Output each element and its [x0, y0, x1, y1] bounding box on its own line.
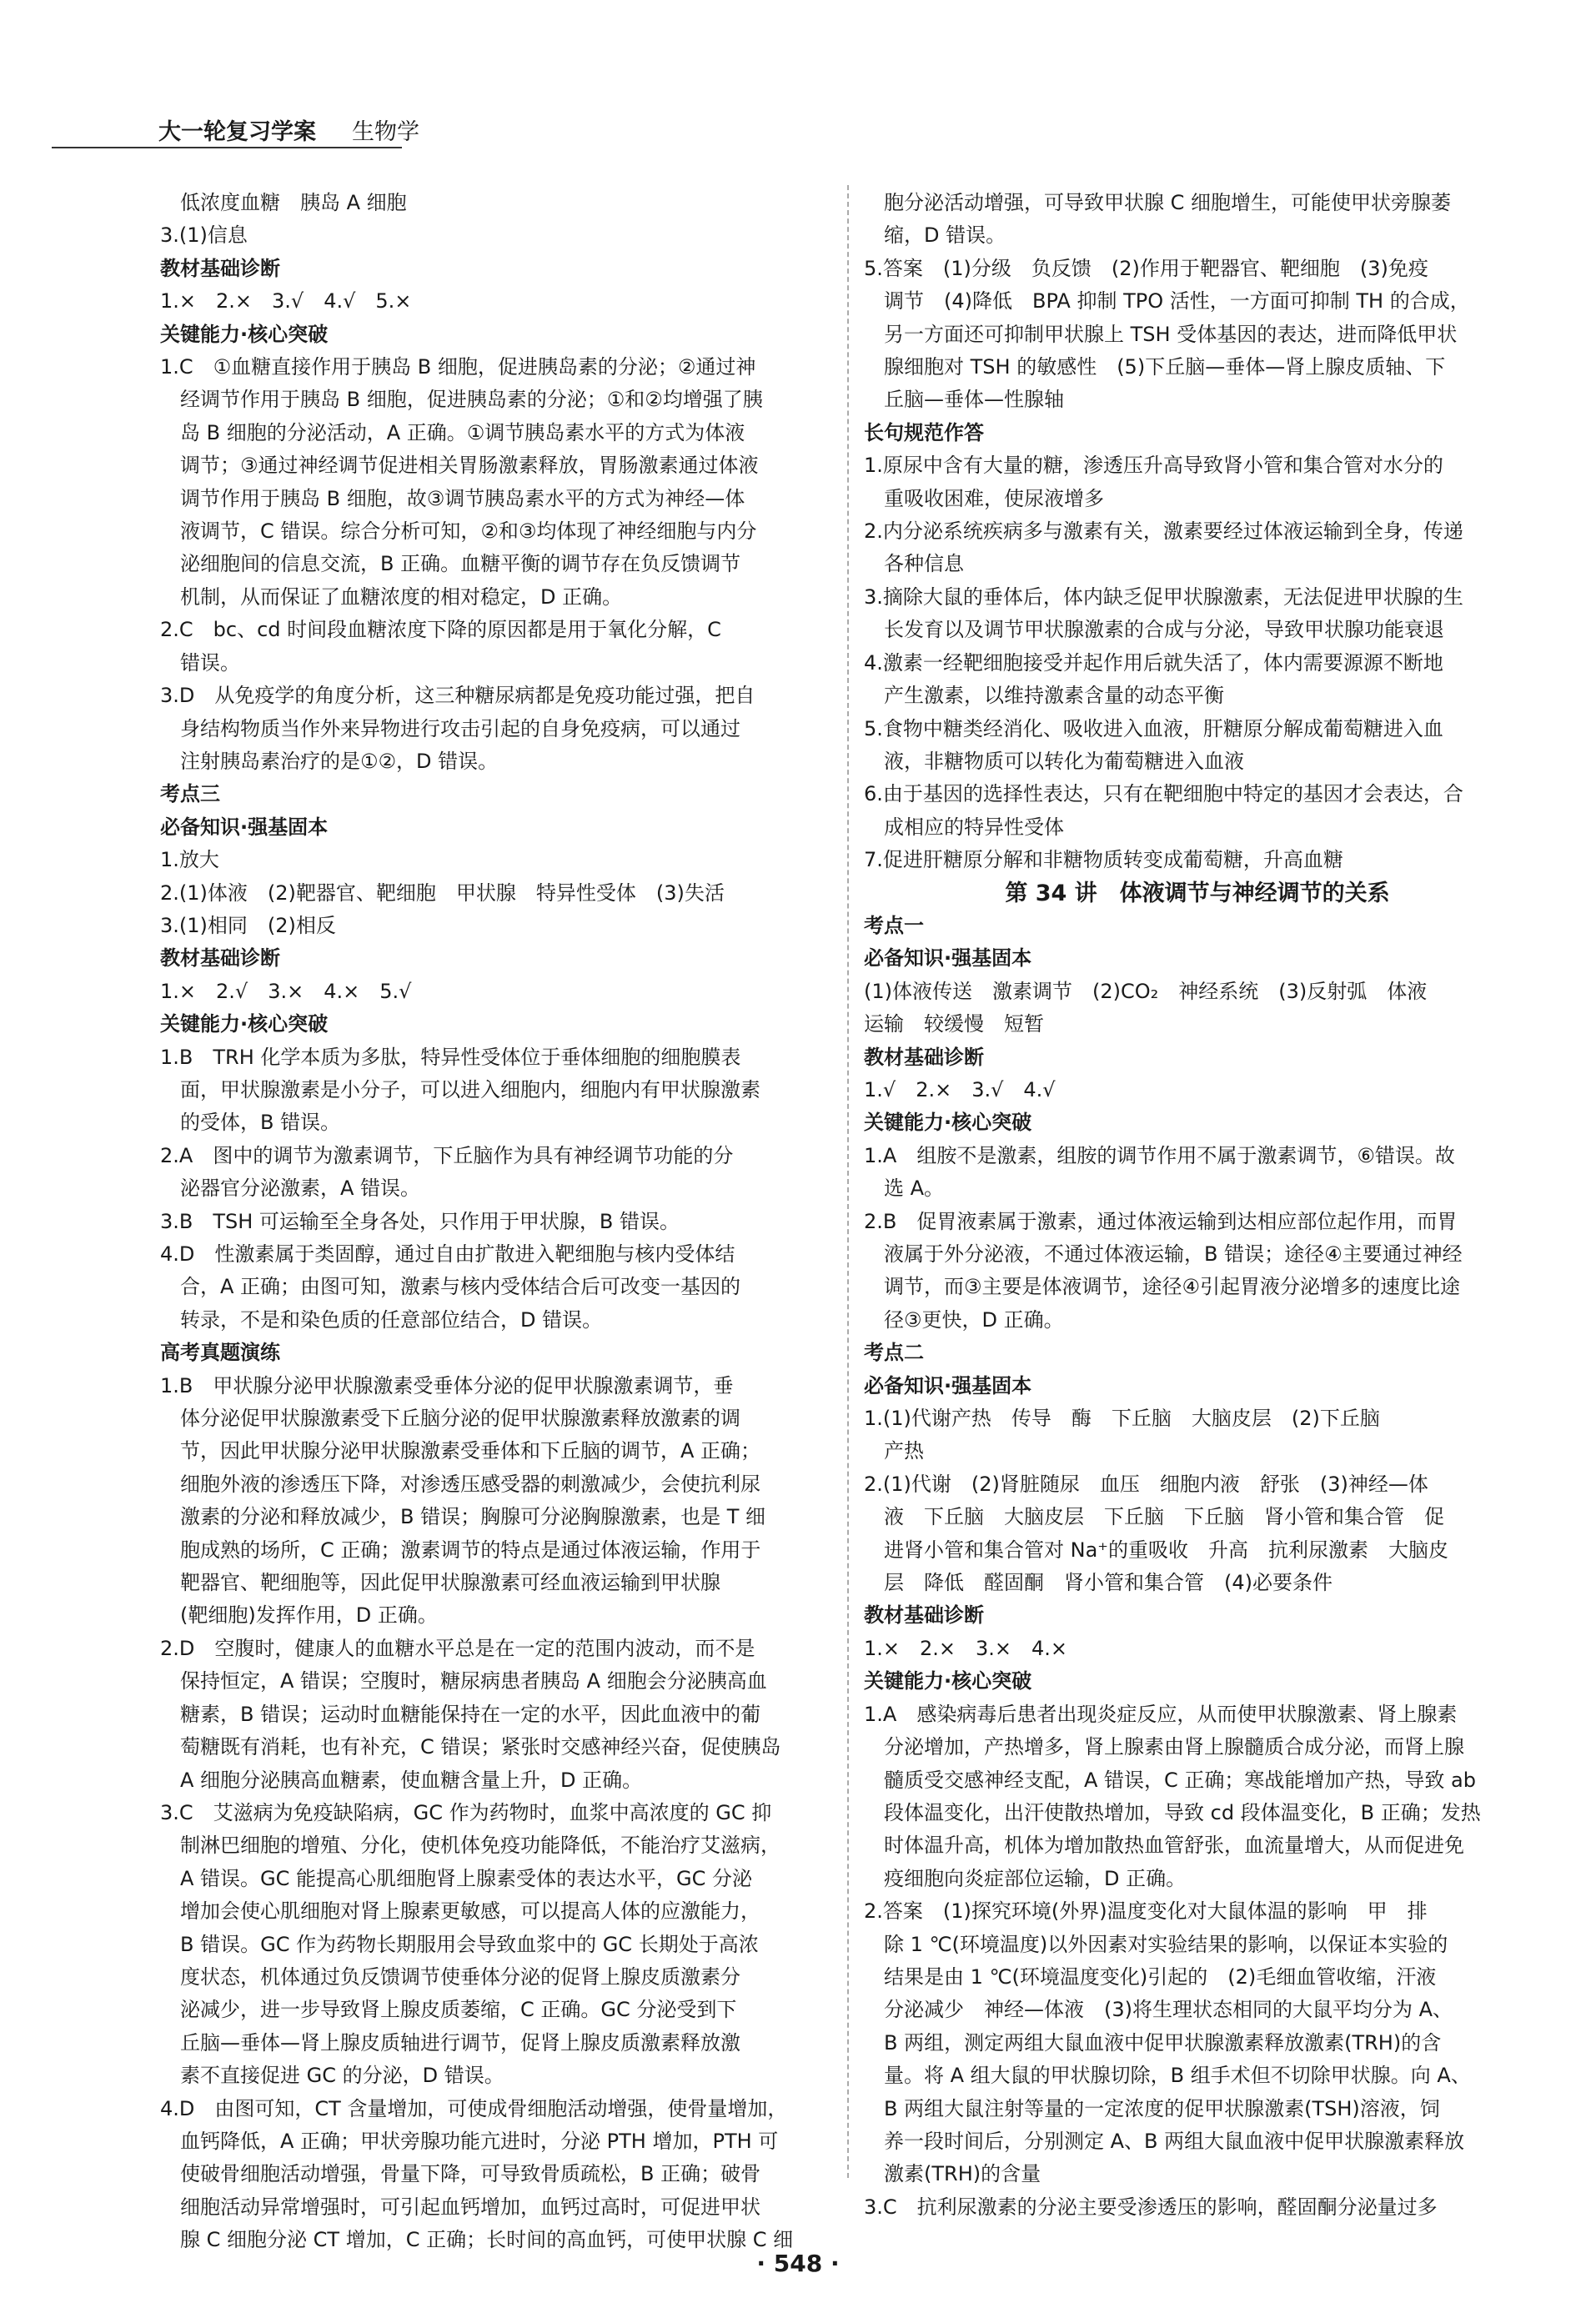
text-line: 胞分泌活动增强，可导致甲状腺 C 细胞增生，可能使甲状旁腺萎 [884, 191, 1452, 214]
section-heading: 考点一 [864, 913, 924, 937]
answer-line: 3.C 艾滋病为免疫缺陷病，GC 作为药物时，血浆中高浓度的 GC 抑 [160, 1800, 772, 1824]
header-rule [52, 147, 402, 148]
text-line: 注射胰岛素治疗的是①②，D 错误。 [180, 749, 499, 773]
answer-line: 7.促进肝糖原分解和非糖物质转变成葡萄糖，升高血糖 [864, 848, 1343, 872]
text-line: 转录，不是和染色质的任意部位结合，D 错误。 [180, 1307, 603, 1332]
text-line: 泌细胞间的信息交流，B 正确。血糖平衡的调节存在负反馈调节 [180, 552, 741, 576]
text-line: 萄糖既有消耗，也有补充，C 错误；紧张时交感神经兴奋，促使胰岛 [180, 1735, 781, 1759]
text-line: 另一方面还可抑制甲状腺上 TSH 受体基因的表达，进而降低甲状 [884, 322, 1458, 346]
section-heading: 长句规范作答 [864, 420, 984, 444]
text-line: 缩，D 错误。 [884, 223, 1006, 248]
text-line: 合，A 正确；由图可知，激素与核内受体结合后可改变一基因的 [180, 1275, 741, 1299]
text-line: 层 降低 醛固酮 肾小管和集合管 (4)必要条件 [884, 1571, 1333, 1595]
answer-line: 2.C bc、cd 时间段血糖浓度下降的原因都是用于氧化分解，C [160, 618, 721, 642]
answer-line: 2.内分泌系统疾病多与激素有关，激素要经过体液运输到全身，传递 [864, 519, 1463, 544]
header-title: 大一轮复习学案 [158, 119, 316, 145]
section-heading: 高考真题演练 [160, 1341, 280, 1365]
text-line: 疫细胞向炎症部位运输，D 正确。 [884, 1866, 1187, 1890]
left-column [160, 187, 827, 2257]
text-line: 细胞活动异常增强时，可引起血钙增加，血钙过高时，可促进甲状 [180, 2195, 760, 2219]
text-line: 径③更快，D 正确。 [884, 1307, 1064, 1332]
text-line: A 细胞分泌胰高血糖素，使血糖含量上升，D 正确。 [180, 1768, 643, 1792]
answer-line: 1.× 2.× 3.√ 4.√ 5.× [160, 289, 412, 314]
text-line: 节，因此甲状腺分泌甲状腺激素受垂体和下丘脑的调节，A 正确； [180, 1439, 761, 1463]
text-line: 进肾小管和集合管对 Na⁺的重吸收 升高 抗利尿激素 大脑皮 [884, 1538, 1448, 1562]
text-line: 岛 B 细胞的分泌活动，A 正确。①调节胰岛素水平的方式为体液 [180, 420, 745, 444]
text-line: 错误。 [180, 650, 240, 675]
text-line: 经调节作用于胰岛 B 细胞，促进胰岛素的分泌；①和②均增强了胰 [180, 388, 763, 412]
text-line: 长发育以及调节甲状腺激素的合成与分泌，导致甲状腺功能衰退 [884, 618, 1444, 642]
page-header [52, 113, 419, 152]
text-line: 产热 [884, 1439, 924, 1463]
answer-line: 1.B 甲状腺分泌甲状腺激素受垂体分泌的促甲状腺激素调节，垂 [160, 1373, 734, 1397]
answer-line: 1.× 2.× 3.× 4.× [864, 1636, 1068, 1660]
text-line: 糖素，B 错误；运动时血糖能保持在一定的水平，因此血液中的葡 [180, 1702, 761, 1726]
answer-line: 1.A 感染病毒后患者出现炎症反应，从而使甲状腺激素、肾上腺素 [864, 1702, 1458, 1726]
page-number: · 548 · [756, 2250, 840, 2277]
text-line: (靶细胞)发挥作用，D 正确。 [180, 1603, 438, 1628]
text-line: 保持恒定，A 错误；空腹时，糖尿病患者胰岛 A 细胞会分泌胰高血 [180, 1669, 767, 1693]
text-line: 结果是由 1 ℃(环境温度变化)引起的 (2)毛细血管收缩，汗液 [884, 1964, 1437, 1989]
section-heading: 关键能力·核心突破 [864, 1669, 1032, 1693]
answer-line: 4.D 由图可知，CT 含量增加，可使成骨细胞活动增强，使骨量增加， [160, 2096, 788, 2120]
text-line: 调节；③通过神经调节促进相关胃肠激素释放，胃肠激素通过体液 [180, 454, 759, 478]
text-line: 泌器官分泌激素，A 错误。 [180, 1177, 421, 1201]
text-line: 丘脑—垂体—肾上腺皮质轴进行调节，促肾上腺皮质激素释放激 [180, 2030, 740, 2055]
text-line: 细胞外液的渗透压下降，对渗透压感受器的刺激减少，会使抗利尿 [180, 1472, 760, 1496]
text-line: 调节作用于胰岛 B 细胞，故③调节胰岛素水平的方式为神经—体 [180, 486, 745, 510]
section-heading: 关键能力·核心突破 [160, 1012, 329, 1036]
column-divider [847, 185, 849, 2178]
answer-line: 1.C ①血糖直接作用于胰岛 B 细胞，促进胰岛素的分泌；②通过神 [160, 355, 756, 379]
text-line: 液 下丘脑 大脑皮层 下丘脑 下丘脑 肾小管和集合管 促 [884, 1505, 1444, 1529]
section-heading: 教材基础诊断 [864, 1603, 984, 1628]
answer-line: 3.B TSH 可运输至全身各处，只作用于甲状腺，B 错误。 [160, 1209, 680, 1233]
answer-line: 1.原尿中含有大量的糖，渗透压升高导致肾小管和集合管对水分的 [864, 454, 1443, 478]
text-line: A 错误。GC 能提高心肌细胞肾上腺素受体的表达水平，GC 分泌 [180, 1866, 753, 1890]
text-line: 面，甲状腺激素是小分子，可以进入细胞内，细胞内有甲状腺激素 [180, 1077, 760, 1101]
text-line: 各种信息 [884, 552, 964, 576]
answer-line: 1.√ 2.× 3.√ 4.√ [864, 1077, 1056, 1101]
text-line: 髓质受交感神经支配，A 错误，C 正确；寒战能增加产热，导致 ab [884, 1768, 1477, 1792]
text-line: 量。将 A 组大鼠的甲状腺切除，B 组手术但不切除甲状腺。向 A、 [884, 2064, 1471, 2088]
text-line: 低浓度血糖 胰岛 A 细胞 [180, 191, 407, 214]
text-line: 泌减少，进一步导致肾上腺皮质萎缩，C 正确。GC 分泌受到下 [180, 1998, 737, 2022]
text-line: 分泌增加，产热增多，肾上腺素由肾上腺髓质合成分泌，而肾上腺 [884, 1735, 1464, 1759]
section-heading: 必备知识·强基固本 [864, 946, 1032, 971]
answer-line: 4.激素一经靶细胞接受并起作用后就失活了，体内需要源源不断地 [864, 650, 1443, 675]
answer-line: 1.B TRH 化学本质为多肽，特异性受体位于垂体细胞的细胞膜表 [160, 1045, 741, 1069]
section-heading: 关键能力·核心突破 [160, 322, 329, 346]
answer-line: 6.由于基因的选择性表达，只有在靶细胞中特定的基因才会表达，合 [864, 782, 1463, 806]
text-line: 机制，从而保证了血糖浓度的相对稳定，D 正确。 [180, 585, 623, 609]
text-line: 时体温升高，机体为增加散热血管舒张，血流量增大，从而促进免 [884, 1834, 1464, 1858]
section-heading: 考点三 [160, 782, 220, 806]
header-subject: 生物学 [352, 119, 419, 145]
answer-line: 4.D 性激素属于类固醇，通过自由扩散进入靶细胞与核内受体结 [160, 1242, 735, 1266]
text-line: 胞成熟的场所，C 正确；激素调节的特点是通过体液运输，作用于 [180, 1538, 761, 1562]
section-heading: 教材基础诊断 [864, 1045, 984, 1069]
answer-line: 2.B 促胃液素属于激素，通过体液运输到达相应部位起作用，而胃 [864, 1209, 1458, 1233]
answer-line: 3.(1)相同 (2)相反 [160, 913, 336, 937]
text-line: B 两组大鼠注射等量的一定浓度的促甲状腺激素(TSH)溶液，饲 [884, 2096, 1440, 2120]
answer-line: 2.D 空腹时，健康人的血糖水平总是在一定的范围内波动，而不是 [160, 1636, 755, 1660]
answer-line: 2.A 图中的调节为激素调节，下丘脑作为具有神经调节功能的分 [160, 1143, 734, 1167]
text-line: 液，非糖物质可以转化为葡萄糖进入血液 [884, 749, 1244, 773]
lecture-title: 第 34 讲 体液调节与神经调节的关系 [1005, 880, 1390, 906]
answer-line: 2.(1)代谢 (2)肾脏随尿 血压 细胞内液 舒张 (3)神经—体 [864, 1472, 1428, 1496]
answer-line: 2.(1)体液 (2)靶器官、靶细胞 甲状腺 特异性受体 (3)失活 [160, 881, 725, 905]
answer-line: 5.食物中糖类经消化、吸收进入血液，肝糖原分解成葡萄糖进入血 [864, 716, 1443, 740]
answer-line: 运输 较缓慢 短暂 [864, 1012, 1044, 1036]
answer-line: 1.× 2.√ 3.× 4.× 5.√ [160, 979, 412, 1003]
text-line: 产生激素，以维持激素含量的动态平衡 [884, 684, 1224, 708]
text-line: 段体温变化，出汗使散热增加，导致 cd 段体温变化，B 正确；发热 [884, 1800, 1481, 1824]
text-line: 血钙降低，A 正确；甲状旁腺功能亢进时，分泌 PTH 增加，PTH 可 [180, 2129, 779, 2153]
text-line: 重吸收困难，使尿液增多 [884, 486, 1104, 510]
text-line: 激素(TRH)的含量 [884, 2162, 1041, 2186]
text-line: 液属于外分泌液，不通过体液运输，B 错误；途径④主要通过神经 [884, 1242, 1463, 1266]
text-line: 度状态，机体通过负反馈调节使垂体分泌的促肾上腺皮质激素分 [180, 1964, 740, 1989]
text-line: 素不直接促进 GC 的分泌，D 错误。 [180, 2064, 504, 2088]
answer-line: 1.放大 [160, 848, 219, 872]
text-line: 丘脑—垂体—性腺轴 [884, 388, 1064, 412]
section-heading: 关键能力·核心突破 [864, 1111, 1032, 1135]
text-line: 分泌减少 神经—体液 (3)将生理状态相同的大鼠平均分为 A、 [884, 1998, 1453, 2022]
section-heading: 考点二 [864, 1341, 924, 1365]
answer-line: (1)体液传送 激素调节 (2)CO₂ 神经系统 (3)反射弧 体液 [864, 979, 1428, 1003]
text-line: 身结构物质当作外来异物进行攻击引起的自身免疫病，可以通过 [180, 716, 740, 740]
answer-line: 5.答案 (1)分级 负反馈 (2)作用于靶器官、靶细胞 (3)免疫 [864, 256, 1428, 280]
answer-line: 3.(1)信息 [160, 223, 248, 248]
section-heading: 教材基础诊断 [160, 946, 280, 971]
text-line: 腺 C 细胞分泌 CT 增加，C 正确；长时间的高血钙，可使甲状腺 C 细 [180, 2228, 794, 2252]
answer-line: 3.D 从免疫学的角度分析，这三种糖尿病都是免疫功能过强，把自 [160, 684, 755, 708]
text-line: 成相应的特异性受体 [884, 815, 1064, 839]
text-line: 调节，而③主要是体液调节，途径④引起胃液分泌增多的速度比途 [884, 1275, 1461, 1299]
text-line: 除 1 ℃(环境温度)以外因素对实验结果的影响，以保证本实验的 [884, 1932, 1448, 1956]
text-line: 激素的分泌和释放减少，B 错误；胸腺可分泌胸腺激素，也是 T 细 [180, 1505, 766, 1529]
text-line: 靶器官、靶细胞等，因此促甲状腺激素可经血液运输到甲状腺 [180, 1571, 720, 1595]
answer-line: 3.摘除大鼠的垂体后，体内缺乏促甲状腺激素，无法促进甲状腺的生 [864, 585, 1463, 609]
answer-line: 2.答案 (1)探究环境(外界)温度变化对大鼠体温的影响 甲 排 [864, 1899, 1428, 1924]
text-line: 制淋巴细胞的增殖、分化，使机体免疫功能降低，不能治疗艾滋病， [180, 1834, 780, 1858]
text-line: B 错误。GC 作为药物长期服用会导致血浆中的 GC 长期处于高浓 [180, 1932, 759, 1956]
text-line: 调节 (4)降低 BPA 抑制 TPO 活性，一方面可抑制 TH 的合成， [884, 289, 1470, 314]
section-heading: 必备知识·强基固本 [864, 1373, 1032, 1397]
section-heading: 必备知识·强基固本 [160, 815, 329, 839]
text-line: 体分泌促甲状腺激素受下丘脑分泌的促甲状腺激素释放激素的调 [180, 1407, 740, 1431]
answer-line: 3.C 抗利尿激素的分泌主要受渗透压的影响，醛固酮分泌量过多 [864, 2195, 1438, 2219]
text-line: 选 A。 [884, 1177, 945, 1201]
section-heading: 教材基础诊断 [160, 256, 280, 280]
text-line: B 两组，测定两组大鼠血液中促甲状腺激素释放激素(TRH)的含 [884, 2030, 1442, 2055]
text-line: 的受体，B 错误。 [180, 1111, 341, 1135]
right-column [864, 187, 1531, 2224]
text-line: 养一段时间后，分别测定 A、B 两组大鼠血液中促甲状腺激素释放 [884, 2129, 1465, 2153]
answer-line: 1.(1)代谢产热 传导 酶 下丘脑 大脑皮层 (2)下丘脑 [864, 1407, 1380, 1431]
text-line: 腺细胞对 TSH 的敏感性 (5)下丘脑—垂体—肾上腺皮质轴、下 [884, 355, 1446, 379]
text-line: 液调节，C 错误。综合分析可知，②和③均体现了神经细胞与内分 [180, 519, 757, 544]
text-line: 增加会使心肌细胞对肾上腺素更敏感，可以提高人体的应激能力， [180, 1899, 760, 1924]
answer-line: 1.A 组胺不是激素，组胺的调节作用不属于激素调节，⑥错误。故 [864, 1143, 1455, 1167]
text-line: 使破骨细胞活动增强，骨量下降，可导致骨质疏松，B 正确；破骨 [180, 2162, 761, 2186]
